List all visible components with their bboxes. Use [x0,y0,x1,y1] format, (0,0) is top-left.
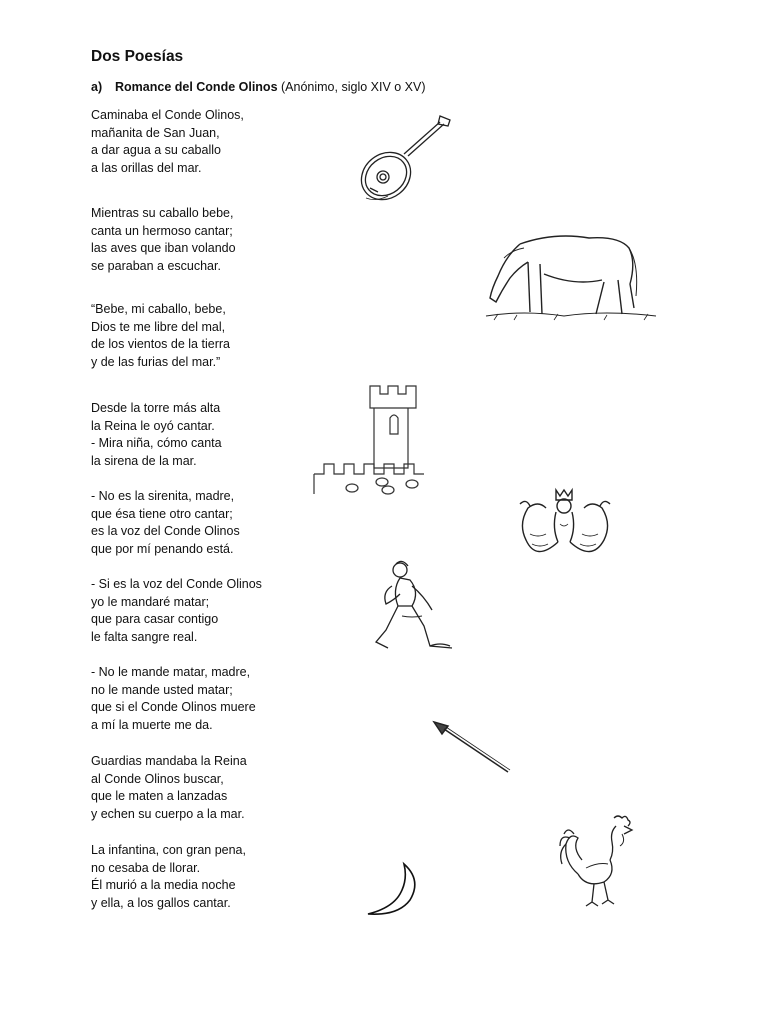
stanza-3 [91,301,230,371]
verse-line: Dios te me libre del mal, [91,319,226,334]
verse-line: y echen su cuerpo a la mar. [91,806,245,821]
verse-line: - No le mande matar, madre, [91,665,251,679]
verse-line: las aves que iban volando [91,241,236,255]
poem-name: Romance del Conde Olinos [115,80,278,94]
mermaid-icon [516,484,614,566]
verse-line: es la voz del Conde Olinos [91,524,240,538]
kneeling-knight-icon [372,556,460,656]
verse-line: Desde la torre más alta [91,401,221,415]
verse-line: Mientras su caballo bebe, [91,206,234,220]
verse-line: - Si es la voz del Conde Olinos [91,577,262,591]
stanza-1 [91,107,244,177]
verse-line: que por mí penando está. [91,541,234,556]
tower-icon [312,378,434,503]
verse-line: y de las furias del mar.” [91,354,221,369]
verse-line: se paraban a escuchar. [91,258,221,273]
horse-icon [484,224,659,329]
stanza-4 [91,400,222,470]
poem-note: (Anónimo, siglo XIV o XV) [281,80,426,94]
verse-line: Él murió a la media noche [91,878,236,892]
stanza-2 [91,205,236,275]
stanza-5 [91,488,240,558]
verse-line: La infantina, con gran pena, [91,843,246,857]
verse-line: yo le mandaré matar; [91,594,210,609]
stanza-6 [91,576,262,646]
verse-line: - Mira niña, cómo canta [91,436,222,450]
spear-icon [430,716,514,778]
verse-line: Guardias mandaba la Reina [91,754,247,768]
poem-subtitle [91,80,426,94]
verse-line: que si el Conde Olinos muere [91,700,256,714]
verse-line: no le mande usted matar; [91,682,233,697]
verse-line: canta un hermoso cantar; [91,223,233,238]
crescent-moon-icon [360,860,426,922]
lute-icon [356,108,456,208]
verse-line: a las orillas del mar. [91,160,202,175]
stanza-9 [91,842,246,912]
verse-line: Caminaba el Conde Olinos, [91,108,244,122]
verse-line: “Bebe, mi caballo, bebe, [91,302,226,316]
subtitle-letter: a) [91,80,103,94]
verse-line: - No es la sirenita, madre, [91,489,235,503]
verse-line: la sirena de la mar. [91,453,197,468]
page-title: Dos Poesías [91,48,184,65]
rooster-icon [556,812,638,910]
verse-line: de los vientos de la tierra [91,337,230,351]
verse-line: a dar agua a su caballo [91,143,221,157]
verse-line: la Reina le oyó cantar. [91,418,215,433]
verse-line: mañanita de San Juan, [91,125,220,140]
verse-line: al Conde Olinos buscar, [91,771,224,786]
stanza-8 [91,753,247,823]
verse-line: que para casar contigo [91,612,219,626]
verse-line: no cesaba de llorar. [91,860,201,875]
verse-line: que le maten a lanzadas [91,789,228,803]
verse-line: y ella, a los gallos cantar. [91,895,231,910]
verse-line: a mí la muerte me da. [91,717,213,732]
verse-line: que ésa tiene otro cantar; [91,506,233,521]
stanza-7 [91,664,256,734]
verse-line: le falta sangre real. [91,629,198,644]
